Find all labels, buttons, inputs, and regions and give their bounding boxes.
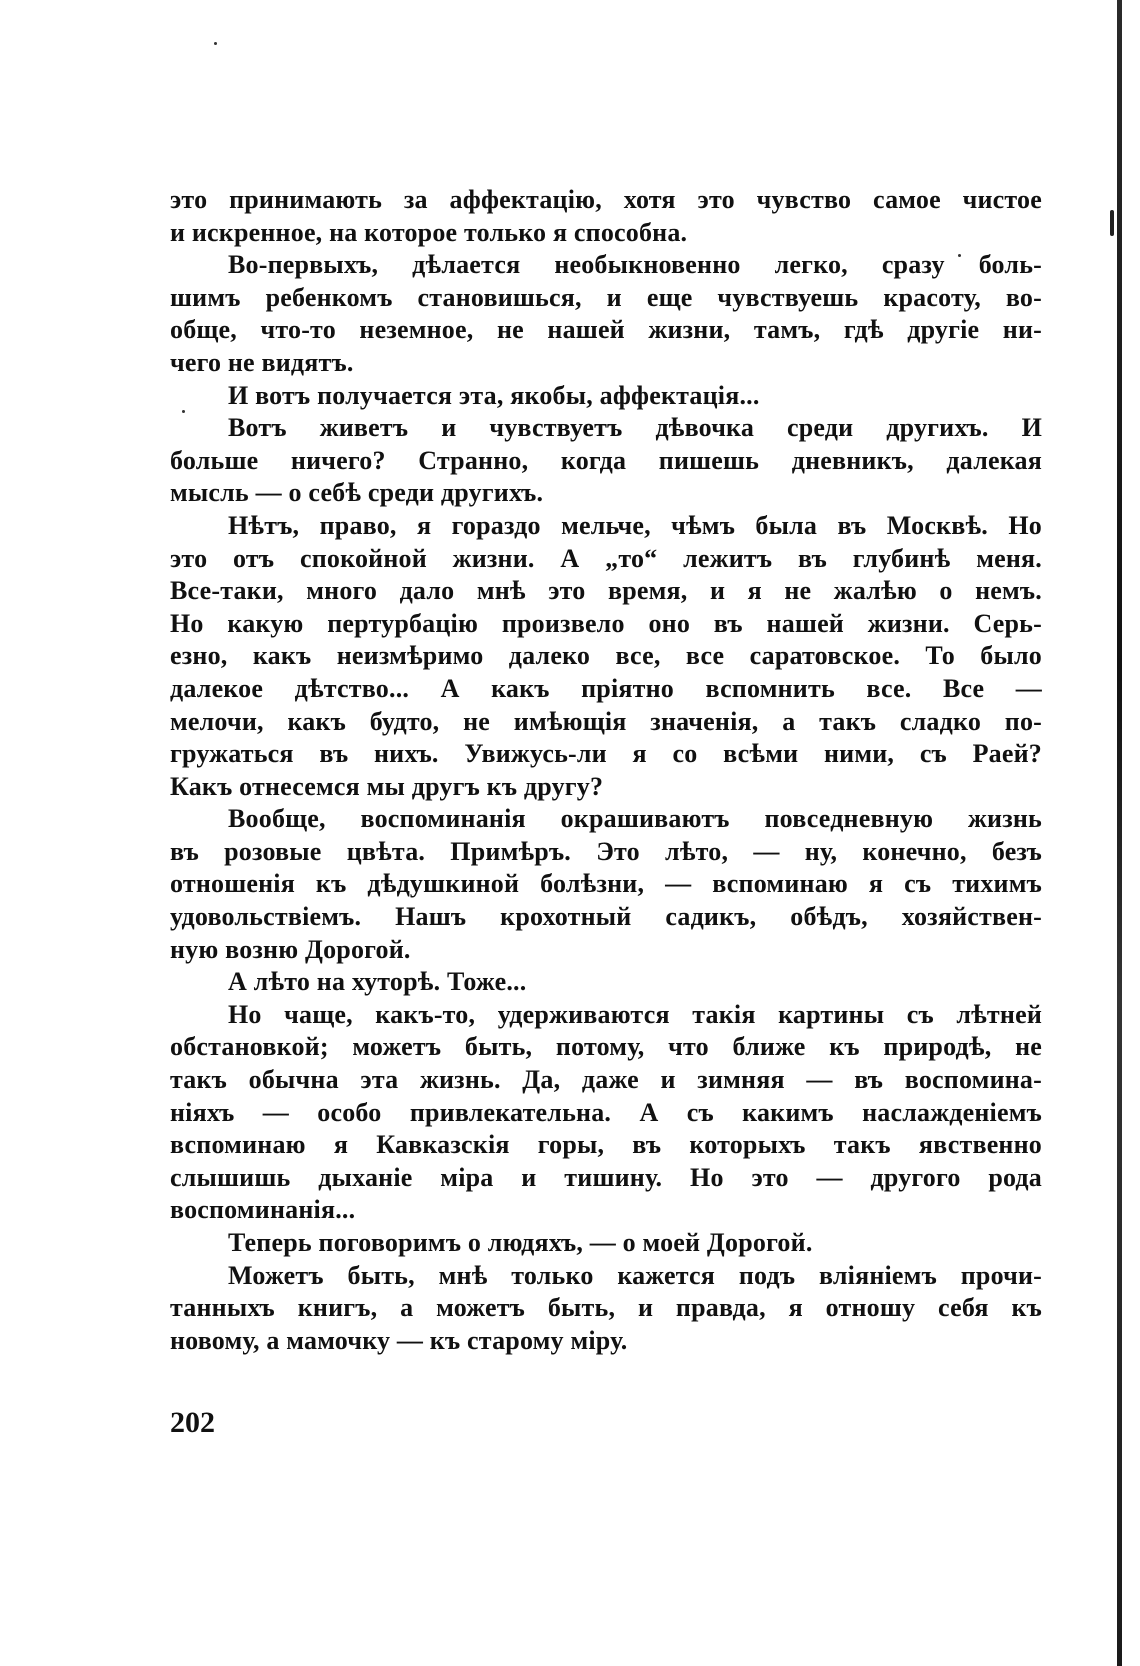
text-line: въ розовые цвѣта. Примѣръ. Это лѣто, — ну, конечно, безъ [170,836,1042,866]
scan-edge-shadow [1117,0,1122,1666]
text-line: ніяхъ — особо привлекательна. А съ какимъ наслажденіемъ [170,1097,1042,1127]
text-line: чего не видятъ. [170,347,354,377]
text-line: воспоминанія... [170,1195,356,1225]
text-line: Но какую пертурбацію произвело оно въ нашей жизни. Серь- [170,608,1042,638]
text-line: новому, а мамочку — къ старому міру. [170,1325,628,1355]
text-line: Все-таки, много дало мнѣ это время, и я не жалѣю о немъ. [170,576,1042,606]
text-line: шимъ ребенкомъ становишься, и еще чувствуешь красоту, во- [170,282,1042,312]
scan-speck [214,42,217,45]
text-line: слышишь дыханіе міра и тишину. Но это — другого рода [170,1162,1042,1192]
text-line: такъ обычна эта жизнь. Да, даже и зимняя — въ воспомина- [170,1065,1042,1095]
text-line: обстановкой; можетъ быть, потому, что ближе къ природѣ, не [170,1032,1042,1062]
text-line: езно, какъ неизмѣримо далеко все, все саратовское. То было [170,641,1042,671]
text-line: А лѣто на хуторѣ. Тоже... [228,967,527,997]
text-line: ную возню Дорогой. [170,934,411,964]
text-line: Во-первыхъ, дѣлается необыкновенно легко, сразу боль- [228,250,1042,280]
text-line: Вообще, воспоминанія окрашиваютъ повседневную жизнь [228,804,1042,834]
text-line: Теперь поговоримъ о людяхъ, — о моей Дорогой. [228,1228,813,1257]
text-line: вспоминаю я Кавказскія горы, въ которыхъ такъ явственно [170,1130,1042,1160]
body-text [170,184,1042,1357]
page-number: 202 [170,1406,215,1439]
text-line: Нѣтъ, право, я гораздо мельче, чѣмъ была въ Москвѣ. Но [228,510,1042,540]
text-line: отношенія къ дѣдушкиной болѣзни, — вспоминаю я съ тихимъ [170,869,1042,899]
text-line: это принимають за аффектацію, хотя это чувство самое чистое [170,185,1042,214]
text-line: танныхъ книгъ, а можетъ быть, и правда, я отношу себя къ [170,1293,1042,1323]
text-line: И вотъ получается эта, якобы, аффектація... [228,380,760,410]
text-line: Но чаще, какъ-то, удерживаются такія картины съ лѣтней [228,999,1042,1029]
text-line: мелочи, какъ будто, не имѣющія значенія, а такъ сладко по- [170,706,1042,736]
text-line: мысль — о себѣ среди другихъ. [170,478,544,508]
text-line: обще, что-то неземное, не нашей жизни, тамъ, гдѣ другіе ни- [170,315,1042,345]
text-line: далекое дѣтство... А какъ пріятно вспомнить все. Все — [170,673,1042,703]
text-line: больше ничего? Странно, когда пишешь дневникъ, далекая [170,445,1042,475]
text-line: Какъ отнесемся мы другъ къ другу? [170,771,604,801]
text-line: это отъ спокойной жизни. А „то“ лежитъ въ глубинѣ меня. [170,543,1042,573]
text-line: удовольствіемъ. Нашъ крохотный садикъ, обѣдъ, хозяйствен- [170,902,1042,932]
text-line: гружаться въ нихъ. Увижусь-ли я со всѣми ними, съ Раей? [170,739,1042,769]
text-line: Вотъ живетъ и чувствуетъ дѣвочка среди другихъ. И [228,413,1042,443]
text-line: Можетъ быть, мнѣ только кажется подъ вліяніемъ прочи- [228,1260,1042,1290]
scan-edge-mark [1110,210,1114,236]
text-line: и искренное, на которое только я способна. [170,217,688,247]
